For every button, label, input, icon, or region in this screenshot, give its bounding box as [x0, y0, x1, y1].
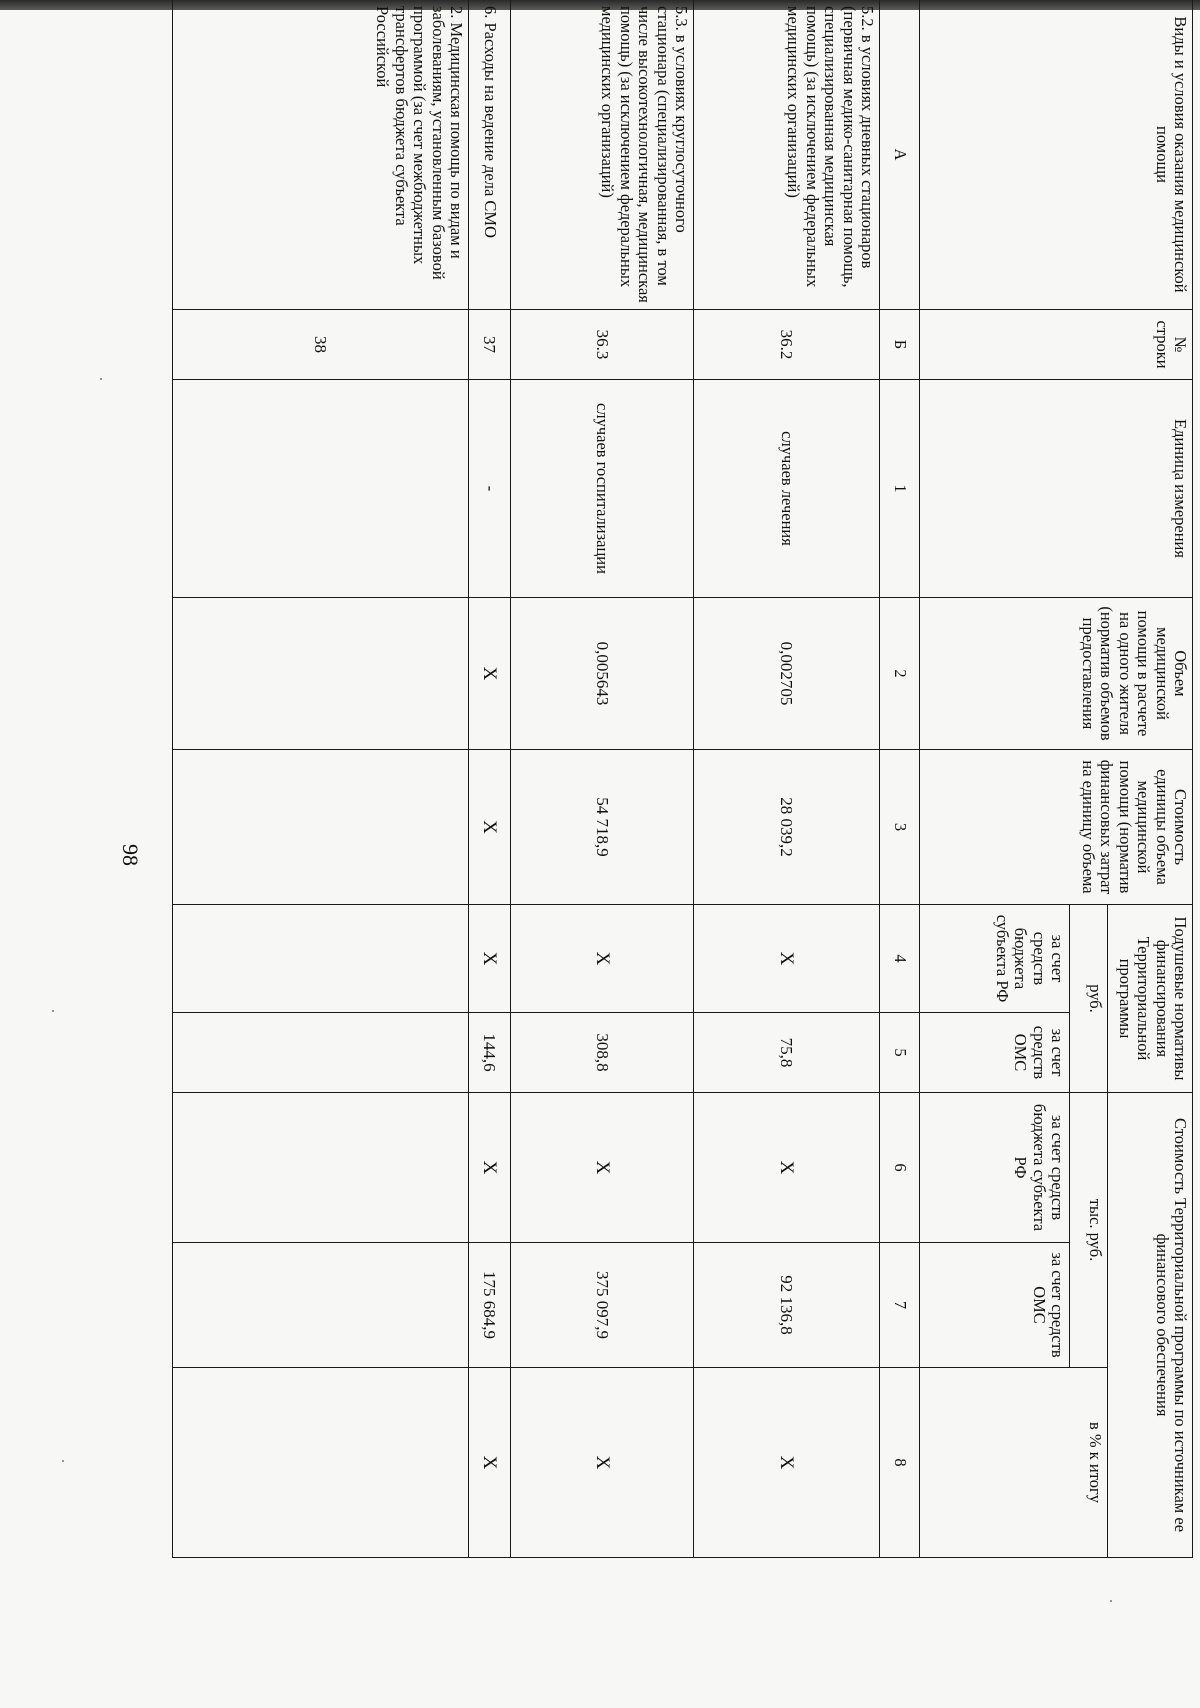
header-col-6: за счет средств бюджета субъекта РФ	[920, 1093, 1070, 1243]
header-col-3: Стоимость единицы объема медицинской помощи (норматив финансовых затрат на единицу объема	[920, 750, 1193, 905]
row-pc-oms: 144,6	[469, 1013, 511, 1093]
index-cell: 4	[880, 905, 920, 1013]
row-line: 38	[173, 310, 469, 380]
table-row	[694, 0, 880, 1558]
row-unit: случаев госпитализации	[511, 380, 694, 598]
index-cell: 1	[880, 380, 920, 598]
row-volume: Х	[469, 598, 511, 750]
row-unit	[173, 380, 469, 598]
table-row	[173, 0, 469, 1558]
scan-speck	[52, 1010, 54, 1012]
index-cell: 7	[880, 1243, 920, 1368]
row-pc-budget: Х	[694, 905, 880, 1013]
scan-speck	[62, 1460, 64, 1462]
row-volume	[173, 598, 469, 750]
row-total-budget: Х	[694, 1093, 880, 1243]
index-cell: 3	[880, 750, 920, 905]
header-col-4: за счет средств бюджета субъекта РФ	[920, 905, 1070, 1013]
scan-speck	[100, 378, 102, 380]
row-unit: случаев лечения	[694, 380, 880, 598]
row-cost: 54 718,9	[511, 750, 694, 905]
row-pc-budget: Х	[511, 905, 694, 1013]
row-name: 2. Медицинская помощь по видам и заболеваниям, установленным базовой программой (за счет межбюджетных трансфертов бюджета субъекта Российской	[173, 0, 469, 310]
header-col-7: за счет средств ОМС	[920, 1243, 1070, 1368]
row-total-oms: 92 136,8	[694, 1243, 880, 1368]
row-cost	[173, 750, 469, 905]
row-name: 5.3. в условиях круглосуточного стационара (специализированная, в том числе высокотехнологичная, медицинская помощь) (за исключением федеральных медицинских организаций)	[511, 0, 694, 310]
row-total-budget: Х	[469, 1093, 511, 1243]
header-group-678: Стоимость Территориальной программы по источникам ее финансового обеспечения	[1108, 1093, 1193, 1558]
row-cost: Х	[469, 750, 511, 905]
row-line: 37	[469, 310, 511, 380]
index-cell: 6	[880, 1093, 920, 1243]
header-col-5: за счет средств ОМС	[920, 1013, 1070, 1093]
row-total-oms	[173, 1243, 469, 1368]
row-total-oms: 175 684,9	[469, 1243, 511, 1368]
row-line: 36.2	[694, 310, 880, 380]
row-total-budget: Х	[511, 1093, 694, 1243]
header-col-b: № строки	[920, 310, 1193, 380]
index-cell: 5	[880, 1013, 920, 1093]
row-unit: -	[469, 380, 511, 598]
row-percent: Х	[511, 1368, 694, 1558]
header-col-8: в % к итогу	[920, 1368, 1108, 1558]
index-cell: Б	[880, 310, 920, 380]
row-line: 36.3	[511, 310, 694, 380]
row-pc-oms: 308,8	[511, 1013, 694, 1093]
page-number: 98	[118, 844, 143, 866]
row-percent: Х	[694, 1368, 880, 1558]
row-total-oms: 375 097,9	[511, 1243, 694, 1368]
row-pc-oms	[173, 1013, 469, 1093]
index-cell: А	[880, 0, 920, 310]
header-col-a: Виды и условия оказания медицинской помощи	[920, 0, 1193, 310]
row-volume: 0,002705	[694, 598, 880, 750]
row-pc-budget: Х	[469, 905, 511, 1013]
row-total-budget	[173, 1093, 469, 1243]
row-name: 5.2. в условиях дневных стационаров (первичная медико-санитарная помощь, специализированная медицинская помощь) (за исключением федеральных медицинских организаций)	[694, 0, 880, 310]
index-row	[880, 0, 920, 1558]
row-name: 6. Расходы на ведение дела СМО	[469, 0, 511, 310]
row-percent: Х	[469, 1368, 511, 1558]
scan-speck	[1110, 1600, 1112, 1602]
table-row	[469, 0, 511, 1558]
financing-table	[172, 0, 1193, 1558]
row-pc-budget	[173, 905, 469, 1013]
row-percent	[173, 1368, 469, 1558]
row-volume: 0,005643	[511, 598, 694, 750]
header-unit-tys-rub: тыс. руб.	[1070, 1093, 1108, 1368]
table-row	[511, 0, 694, 1558]
header-col-1: Единица измерения	[920, 380, 1193, 598]
header-col-2: Объем медицинской помощи в расчете на одного жителя (норматив объемов предоставления	[920, 598, 1193, 750]
header-row-1	[1108, 0, 1193, 1558]
header-unit-rub: руб.	[1070, 905, 1108, 1093]
row-pc-oms: 75,8	[694, 1013, 880, 1093]
row-cost: 28 039,2	[694, 750, 880, 905]
rotated-table-wrapper	[173, 0, 1193, 1557]
header-group-45: Подушевые нормативы финансирования Территориальной программы	[1108, 905, 1193, 1093]
index-cell: 8	[880, 1368, 920, 1558]
index-cell: 2	[880, 598, 920, 750]
